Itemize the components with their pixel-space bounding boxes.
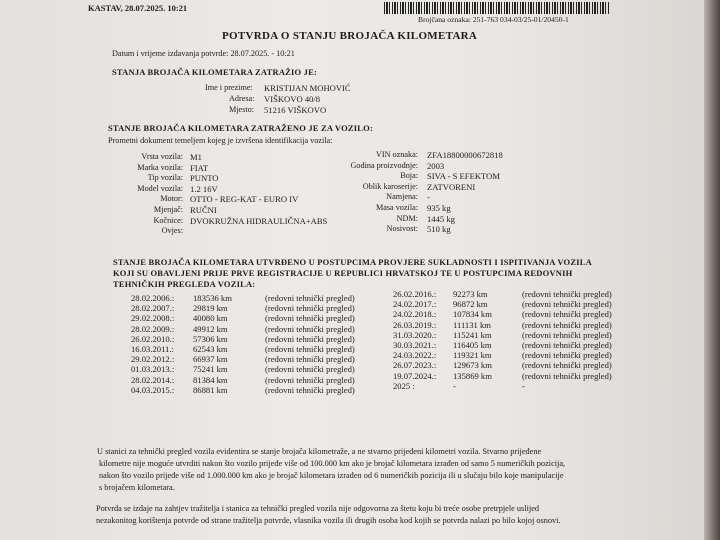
record-date: 28.02.2006.: bbox=[131, 293, 175, 303]
record-km: 129673 km bbox=[453, 360, 492, 371]
record-type: (redovni tehnički pregled) bbox=[522, 319, 612, 330]
record-date: 29.02.2008.: bbox=[131, 313, 175, 324]
record-date: 19.07.2024.: bbox=[393, 370, 437, 381]
record-km: 116405 km bbox=[453, 340, 492, 350]
requester-address-label: Adresa: bbox=[229, 94, 255, 103]
vehicle-field-label: Godina proizvodnje: bbox=[350, 160, 418, 170]
record-km: 49912 km bbox=[193, 323, 228, 334]
record-date: 26.02.2016.: bbox=[393, 289, 437, 299]
record-date: 04.03.2015.: bbox=[131, 384, 175, 395]
vehicle-field-label: Boja: bbox=[400, 171, 418, 181]
vehicle-field-label: Mjenjač: bbox=[153, 205, 183, 214]
vehicle-field-label: Kočnice: bbox=[153, 215, 183, 225]
record-type: (redovni tehnički pregled) bbox=[265, 303, 355, 314]
record-date: 31.03.2020.: bbox=[393, 329, 437, 340]
vehicle-field-label: Model vozila: bbox=[137, 183, 183, 193]
vehicle-field-label: Ovjes: bbox=[161, 226, 183, 236]
record-km: 92273 km bbox=[453, 289, 488, 299]
record-type: (redovni tehnički pregled) bbox=[522, 329, 612, 340]
requester-name: KRISTIJAN MOHOVIĆ bbox=[264, 83, 351, 93]
record-km: 62543 km bbox=[193, 344, 228, 354]
record-km: 119321 km bbox=[453, 350, 492, 361]
record-type: (redovni tehnički pregled) bbox=[265, 364, 355, 375]
record-type: (redovni tehnički pregled) bbox=[265, 293, 355, 303]
inspection-record-row bbox=[0, 381, 720, 392]
note-line: nakon što vozilo prijeđe više od 1.000.000 km ako je brojač kilometara izrađen od 6 numeričkih pozicija ili u slučaju bilo koje manipulacije bbox=[99, 471, 564, 480]
record-date: 28.02.2014.: bbox=[131, 374, 175, 385]
page-edge-shadow bbox=[704, 0, 720, 540]
record-date: 2025 : bbox=[393, 380, 415, 391]
vehicle-field-label: Nosivost: bbox=[386, 224, 418, 234]
document-title: POTVRDA O STANJU BROJAČA KILOMETARA bbox=[222, 30, 478, 42]
vehicle-field-value: 510 kg bbox=[427, 224, 451, 235]
record-km: 111131 km bbox=[453, 319, 491, 330]
record-km: 115241 km bbox=[453, 329, 492, 340]
vehicle-field-value: DVOKRUŽNA HIDRAULIČNA+ABS bbox=[190, 215, 328, 226]
record-date: 01.03.2013.: bbox=[131, 364, 175, 375]
record-type: (redovni tehnički pregled) bbox=[522, 309, 612, 320]
vehicle-field-label: Vrsta vozila: bbox=[141, 152, 183, 161]
vehicle-field-label: Tip vozila: bbox=[147, 173, 183, 183]
record-date: 24.03.2022.: bbox=[393, 350, 437, 361]
requester-place: 51216 VIŠKOVO bbox=[264, 105, 327, 115]
issue-date: Datum i vrijeme izdavanja potvrde: 28.07.2025. - 10:21 bbox=[112, 49, 295, 58]
record-type: (redovni tehnički pregled) bbox=[522, 340, 612, 350]
record-km: 29819 km bbox=[193, 303, 228, 314]
records-heading-line-2: KOJI SU OBAVLJENI PRIJE PRVE REGISTRACIJE U REPUBLICI HRVATSKOJ TE U POSTUPCIMA REDOVNIH bbox=[113, 268, 573, 278]
record-type: - bbox=[522, 380, 525, 391]
record-date: 29.02.2012.: bbox=[131, 354, 175, 365]
record-type: (redovni tehnički pregled) bbox=[265, 333, 355, 344]
record-type: (redovni tehnički pregled) bbox=[522, 299, 612, 310]
vehicle-field-value: ZATVORENI bbox=[427, 181, 476, 192]
note-line: kilometre nije moguće utvrditi nakon što vozilo prijeđe više od 100.000 km ako je brojač kilometara izrađen od samo 5 numeričkih pozicija, bbox=[99, 459, 566, 468]
note-line: U stanici za tehnički pregled vozila evidentira se stanje brojača kilometraže, a ne stvarno prijeđeni kilometri vozila. Stvarno prijeđene bbox=[97, 447, 542, 456]
requester-name-label: Ime i prezime: bbox=[205, 83, 253, 92]
record-km: 75241 km bbox=[193, 364, 228, 375]
record-type: (redovni tehnički pregled) bbox=[265, 384, 355, 395]
disclaimer-line: Potvrda se izdaje na zahtjev tražitelja i stanica za tehnički pregled vozila nije odgovorna za štetu koju bi treće osobe pretrpjele uslijed bbox=[96, 504, 540, 513]
record-km: - bbox=[453, 380, 456, 391]
record-date: 30.03.2021.: bbox=[393, 340, 437, 350]
vehicle-field-value: - bbox=[427, 192, 430, 203]
vehicle-field-value: 1445 kg bbox=[427, 213, 455, 224]
vehicle-heading: STANJE BROJAČA KILOMETARA ZATRAŽENO JE ZA VOZILO: bbox=[108, 123, 373, 133]
place-date-header: KASTAV, 28.07.2025. 10:21 bbox=[88, 3, 188, 13]
records-heading-line-3: TEHNIČKIH PREGLEDA VOZILA: bbox=[113, 279, 256, 289]
vehicle-field-label: Namjena: bbox=[386, 192, 418, 202]
record-km: 57306 km bbox=[193, 333, 228, 344]
record-type: (redovni tehnički pregled) bbox=[522, 360, 612, 371]
record-km: 183536 km bbox=[193, 293, 232, 303]
record-type: (redovni tehnički pregled) bbox=[522, 350, 612, 361]
vehicle-field-value: PUNTO bbox=[190, 173, 219, 184]
record-date: 16.03.2011.: bbox=[131, 344, 174, 354]
liability-disclaimer bbox=[96, 503, 561, 527]
record-km: 40080 km bbox=[193, 313, 228, 324]
record-date: 26.02.2010.: bbox=[131, 333, 175, 344]
odometer-note bbox=[97, 446, 565, 494]
vehicle-field-label: Marka vozila: bbox=[137, 162, 183, 172]
record-date: 24.02.2018.: bbox=[393, 309, 437, 320]
record-type: (redovni tehnički pregled) bbox=[522, 370, 612, 381]
vehicle-field-label: NDM: bbox=[396, 213, 418, 223]
record-date: 26.07.2023.: bbox=[393, 360, 437, 371]
record-km: 66937 km bbox=[193, 354, 228, 365]
vehicle-field-value: SIVA - S EFEKTOM bbox=[427, 171, 500, 182]
record-date: 28.02.2009.: bbox=[131, 323, 175, 334]
vehicle-field-value: OTTO - REG-KAT - EURO IV bbox=[190, 194, 299, 205]
note-line: s brojačem kilometara. bbox=[99, 483, 175, 492]
record-date: 28.02.2007.: bbox=[131, 303, 175, 314]
record-km: 86881 km bbox=[193, 384, 228, 395]
record-date: 24.02.2017.: bbox=[393, 299, 437, 310]
disclaimer-line: nezakonitog korištenja potvrde od strane tražitelja potvrde, vlasnika vozila ili drugih osoba kod kojih se potvrda nalazi po bilo kojoj osnovi. bbox=[96, 516, 561, 525]
vehicle-field-value: RUČNI bbox=[190, 205, 217, 215]
record-km: 107834 km bbox=[453, 309, 492, 320]
record-km: 135869 km bbox=[453, 370, 492, 381]
vehicle-field-value: ZFA18800000672818 bbox=[427, 150, 503, 160]
record-type: (redovni tehnički pregled) bbox=[522, 289, 612, 299]
vehicle-field-value: 1.2 16V bbox=[190, 183, 218, 194]
vehicle-field-value: FIAT bbox=[190, 162, 209, 173]
vehicle-doc-note: Prometni dokument temeljem kojeg je izvršena identifikacija vozila: bbox=[108, 136, 333, 145]
record-type: (redovni tehnički pregled) bbox=[265, 354, 355, 365]
record-km: 81384 km bbox=[193, 374, 228, 385]
record-type: (redovni tehnički pregled) bbox=[265, 323, 355, 334]
vehicle-field-label: Motor: bbox=[160, 194, 183, 204]
record-type: (redovni tehnički pregled) bbox=[265, 313, 355, 324]
record-date: 26.03.2019.: bbox=[393, 319, 437, 330]
vehicle-field-label: Masa vozila: bbox=[375, 203, 418, 212]
vehicle-field-label: VIN oznaka: bbox=[375, 150, 418, 159]
requester-heading: STANJA BROJAČA KILOMETARA ZATRAŽIO JE: bbox=[112, 67, 318, 77]
vehicle-field-value: 935 kg bbox=[427, 203, 451, 213]
vehicle-field-value: 2003 bbox=[427, 160, 445, 171]
record-type: (redovni tehnički pregled) bbox=[265, 374, 355, 385]
document-number: Brojčana oznaka: 251-763 034-03/25-01/20450-1 bbox=[418, 15, 569, 24]
barcode bbox=[384, 2, 610, 14]
requester-place-label: Mjesto: bbox=[229, 105, 255, 114]
vehicle-field-label: Oblik karoserije: bbox=[362, 181, 418, 191]
record-km: 96872 km bbox=[453, 299, 488, 310]
vehicle-field-value: M1 bbox=[190, 152, 202, 162]
record-type: (redovni tehnički pregled) bbox=[265, 344, 355, 354]
requester-address: VIŠKOVO 40/8 bbox=[264, 94, 321, 104]
records-heading-line-1: STANJE BROJAČA KILOMETARA UTVRĐENO U POSTUPCIMA PROVJERE SUKLADNOSTI I ISPITIVANJA VOZILA bbox=[113, 257, 592, 267]
